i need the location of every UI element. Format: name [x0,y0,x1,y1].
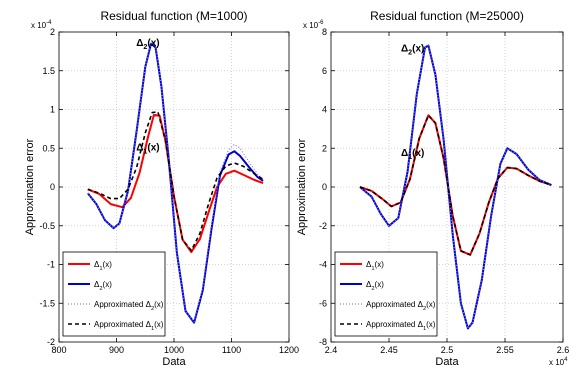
y-multiplier: x $10^{-4}$ [31,20,52,30]
y-tick-label: -8 [318,337,327,347]
y-tick-label: -2 [46,337,55,347]
y-tick-label: -6 [318,298,327,309]
y-tick-label: 2 [321,143,327,154]
annotation-label: $\Delta_1(x)$ [400,148,425,161]
legend [63,252,165,336]
y-tick-label: -4 [318,259,327,270]
annotation-label: $\Delta_1(x)$ [136,142,160,156]
legend [335,252,437,336]
y-tick-label: 6 [321,65,327,76]
legend-label: Approximated $\Delta_2(x)$ [94,300,164,312]
x-tick-label: 1000 [163,345,185,355]
x-tick-label: 800 [51,345,67,355]
x-tick-label: 2.45 [380,345,398,355]
legend-label: Approximated $\Delta_1(x)$ [366,320,436,332]
y-tick-label: -2 [318,220,327,231]
y-tick-label: 1.5 [42,65,55,76]
x-tick-label: 900 [108,345,125,355]
legend-label: Approximated $\Delta_2(x)$ [366,300,436,312]
y-tick-label: -1.5 [39,298,55,309]
x-multiplier: x $10^4$ [549,357,568,367]
legend-label: $\Delta_1(x)$ [94,260,112,272]
x-tick-label: 2.6 [556,345,570,355]
x-axis-label: Data [162,356,186,368]
x-tick-label: 1200 [278,345,300,355]
chart-title: Residual function (M=25000) [370,9,524,23]
y-tick-label: 8 [321,27,327,37]
y-tick-label: 4 [321,104,327,115]
y-tick-label: 2 [49,27,55,37]
annotation-label: $\Delta_2(x)$ [136,37,160,51]
y-multiplier: x $10^{-6}$ [303,20,324,30]
x-tick-label: 2.4 [324,345,338,355]
y-tick-label: -0.5 [39,220,55,231]
y-axis-label: Approximation error [24,138,36,236]
x-tick-label: 2.55 [496,345,514,355]
x-tick-label: 2.5 [440,345,454,355]
y-tick-label: 0.5 [42,143,55,154]
legend-label: Approximated $\Delta_1(x)$ [94,320,164,332]
legend-label: $\Delta_2(x)$ [94,280,112,292]
x-axis-label: Data [435,356,459,368]
y-tick-label: 1 [49,104,55,115]
x-tick-label: 1100 [221,345,242,355]
y-tick-label: 0 [49,182,55,192]
legend-label: $\Delta_1(x)$ [366,260,384,272]
y-axis-label: Approximation error [296,138,308,236]
annotation-label: $\Delta_2(x)$ [400,43,425,57]
legend-label: $\Delta_2(x)$ [366,280,384,292]
y-tick-label: 0 [321,182,327,192]
chart-title: Residual function (M=1000) [100,9,248,23]
y-tick-label: -1 [46,259,55,270]
